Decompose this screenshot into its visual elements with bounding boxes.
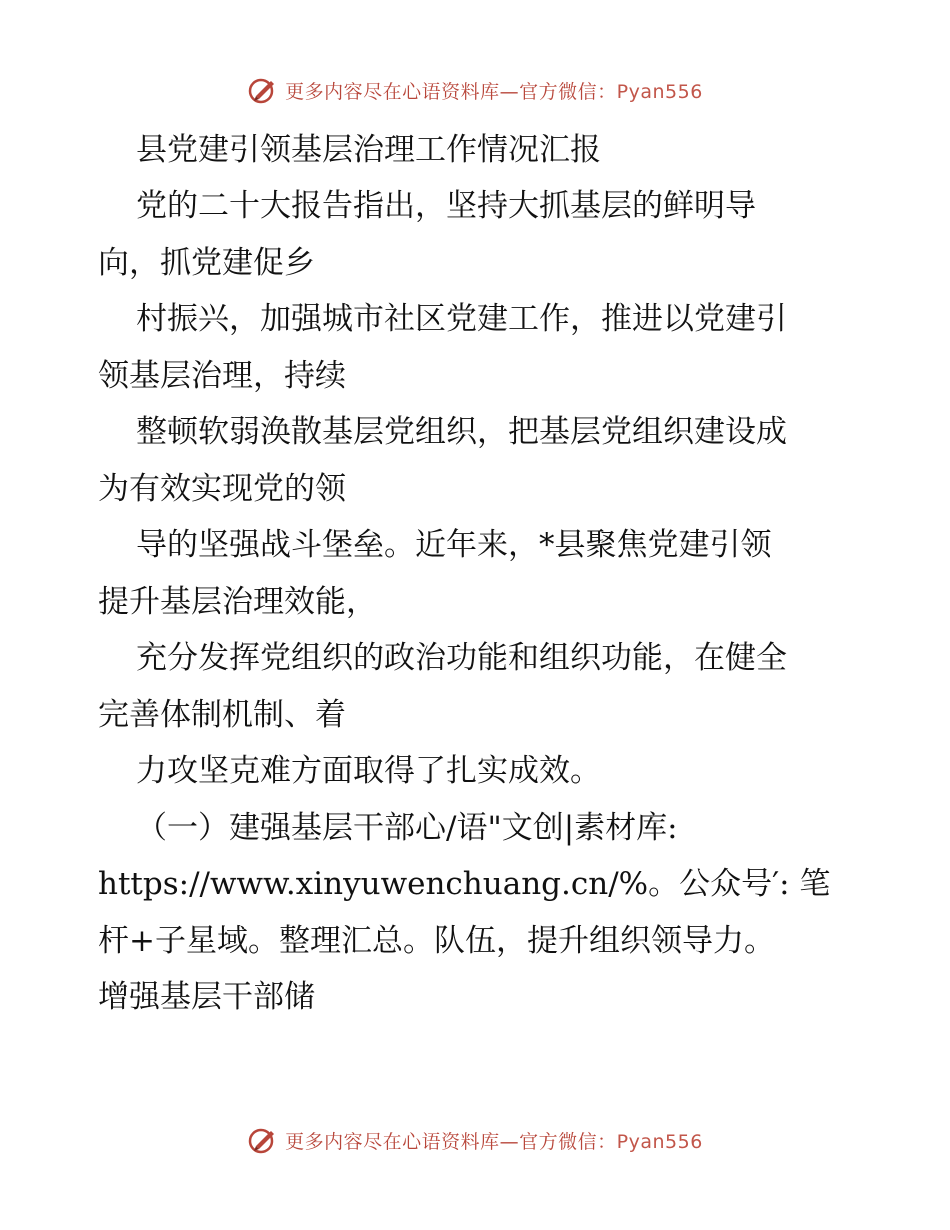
pen-logo-icon — [247, 1124, 279, 1156]
text-line: https://www.xinyuwenchuang.cn/%。公众号′: 笔 — [98, 866, 831, 903]
watermark-text: 更多内容尽在心语资料库—官方微信： — [285, 1130, 617, 1153]
footer-watermark — [0, 1120, 950, 1160]
pen-logo-icon — [247, 74, 279, 106]
text-line: 杆+子星域。整理汇总。队伍，提升组织领导力。 — [98, 922, 775, 959]
text-line: 整顿软弱涣散基层党组织，把基层党组织建设成 — [136, 414, 787, 451]
text-line: 充分发挥党组织的政治功能和组织功能，在健全 — [136, 640, 787, 677]
watermark-text: 更多内容尽在心语资料库—官方微信： — [285, 80, 617, 103]
text-line: 完善体制机制、着 — [98, 696, 346, 733]
watermark-id: Pyan556 — [616, 80, 703, 103]
document-body — [98, 122, 858, 1026]
document-title: 县党建引领基层治理工作情况汇报 — [136, 131, 601, 168]
text-line: 领基层治理，持续 — [98, 357, 346, 394]
text-line: 党的二十大报告指出，坚持大抓基层的鲜明导 — [136, 188, 756, 225]
text-line: 力攻坚克难方面取得了扎实成效。 — [136, 753, 601, 790]
text-line: 向，抓党建促乡 — [98, 244, 315, 281]
text-line: 增强基层干部储 — [98, 979, 315, 1016]
text-line: 为有效实现党的领 — [98, 470, 346, 507]
header-watermark — [0, 70, 950, 110]
watermark-id: Pyan556 — [616, 1130, 703, 1153]
text-line: 村振兴，加强城市社区党建工作，推进以党建引 — [136, 301, 787, 338]
text-line: 导的坚强战斗堡垒。近年来，*县聚焦党建引领 — [136, 527, 772, 564]
section-heading: （一）建强基层干部心/语"文创|素材库: — [136, 809, 678, 846]
text-line: 提升基层治理效能， — [98, 583, 377, 620]
